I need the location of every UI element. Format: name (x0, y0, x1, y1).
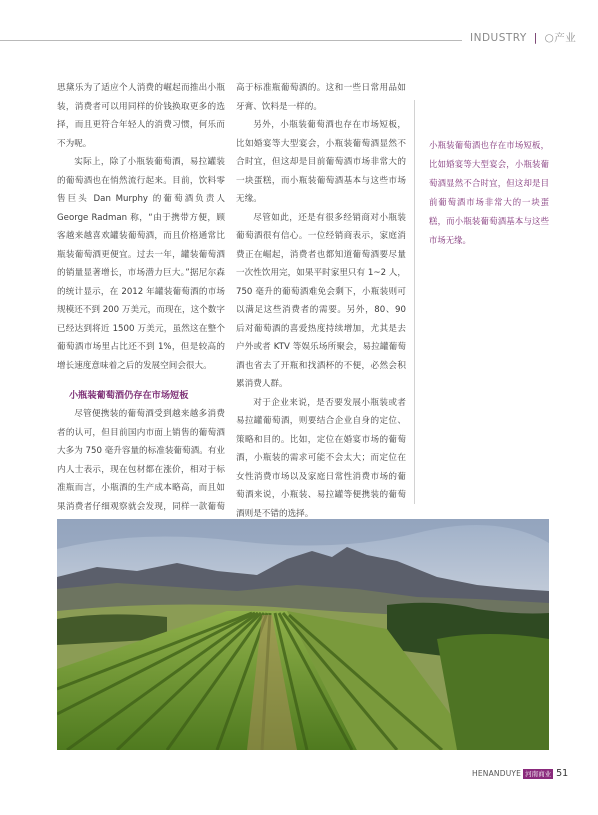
paragraph: 对于企业来说，是否要发展小瓶装或者易拉罐葡萄酒，则要结合企业自身的定位、策略和目的。比如，定位在婚宴市场的葡萄酒，小瓶装的需求可能不会太大；而定位在女性消费市场以及家庭日常性消费市场的葡萄酒来说，小瓶装、易拉罐等便携装的葡萄酒则是不错的选择。 (236, 397, 406, 519)
pull-quote: 小瓶装葡萄酒也存在市场短板，比如婚宴等大型宴会，小瓶装葡萄酒显然不合时宜，但这却是目前葡萄酒市场非常大的一块蛋糕，而小瓶装葡萄酒基本与这些市场无缘。 (429, 140, 549, 245)
section-label (470, 30, 576, 45)
section-label-en: INDUSTRY (470, 32, 527, 44)
column-divider (414, 100, 415, 504)
page-header (0, 26, 598, 48)
paragraph: 实际上，除了小瓶装葡萄酒，易拉罐装的葡萄酒也在悄然流行起来。目前，饮料零售巨头 Dan Murphy 的葡萄酒负责人 George Radman 称，“由于携带方便，顾客越来越喜欢罐装葡萄酒，而且价格通常比瓶装葡萄酒更便宜。过去一年，罐装葡萄酒的销量显著增长，市场潜力巨大。”据尼尔森的统计显示，在 2012 年罐装葡萄酒的市场规模还不到 200 万美元，而现在，这个数字已经达到将近 1500 万美元，虽然这在整个葡萄酒市场里占比还不到 1%，但是较高的增长速度意味着之后的发展空间会很大。 (57, 157, 225, 371)
magazine-badge: 河南商业 (525, 770, 552, 778)
paragraph: 尽管如此，还是有很多经销商对小瓶装葡萄酒很有信心。一位经销商表示，家庭消费正在崛起，消费者也都知道葡萄酒要尽量一次性饮用完，如果平时家里只有 1~2 人，750 毫升的葡萄酒难免会剩下，小瓶装则可以满足这些消费者的需要。另外，80、90 后对葡萄酒的喜爱热度持续增加，尤其是去户外或者 KTV 等娱乐场所聚会，易拉罐葡萄酒也省去了开瓶和找酒杯的不便，必然会积累消费人群。 (236, 212, 406, 389)
header-rule (0, 40, 462, 41)
section-label-zh: ○产业 (544, 32, 577, 44)
article-column-1 (57, 79, 225, 535)
page-footer (472, 768, 568, 779)
section-separator: | (533, 32, 538, 44)
section-subheading: 小瓶装葡萄酒仍存在市场短板 (69, 390, 189, 401)
magazine-name: HENANDUYE (472, 769, 522, 778)
article-column-2 (236, 79, 406, 523)
paragraph: 高于标准瓶葡萄酒的。这和一些日常用品如牙膏、饮料是一样的。 (236, 83, 406, 112)
page-number: 51 (556, 768, 569, 779)
paragraph: 尽管便携装的葡萄酒受到越来越多消费者的认可，但目前国内市面上销售的葡萄酒大多为 750 毫升容量的标准装葡萄酒。有业内人士表示，现在包材都在涨价，相对于标准瓶而言，小瓶酒的生产成本略高，而且如果消费者仔细观察就会发现，同样一款葡萄 (57, 409, 225, 512)
vineyard-photo (57, 519, 549, 750)
paragraph: 另外，小瓶装葡萄酒也存在市场短板，比如婚宴等大型宴会，小瓶装葡萄酒显然不合时宜，但这却是目前葡萄酒市场非常大的一块蛋糕，而小瓶装葡萄酒基本与这些市场无缘。 (236, 120, 406, 204)
paragraph: 思黛乐为了适应个人消费的崛起而推出小瓶装，消费者可以用同样的价钱换取更多的选择，而且更符合年轻人的消费习惯，何乐而不为呢。 (57, 83, 225, 149)
